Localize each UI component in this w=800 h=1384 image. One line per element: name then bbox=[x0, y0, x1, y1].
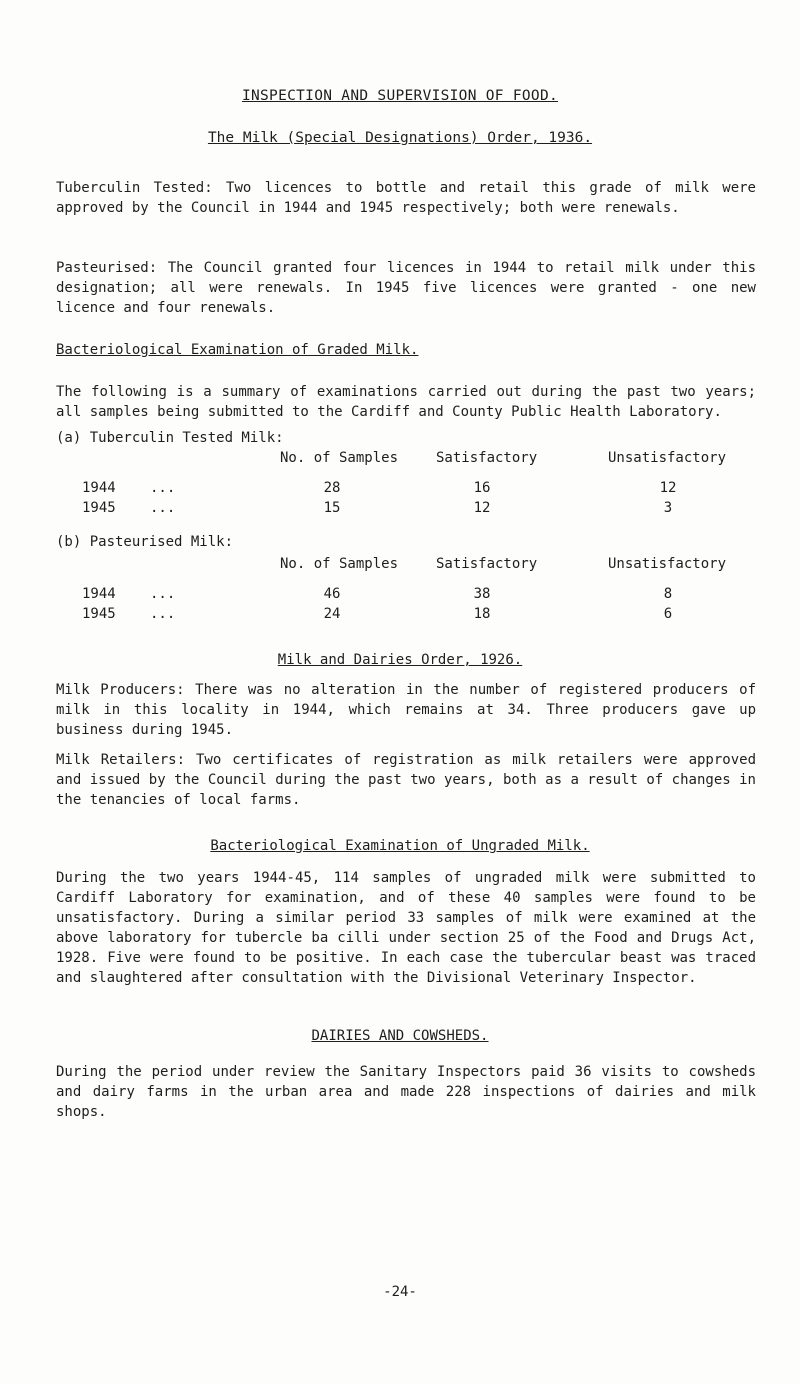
table-b-header-samples: No. of Samples bbox=[280, 556, 399, 572]
page-title-text: INSPECTION AND SUPERVISION OF FOOD. bbox=[241, 88, 559, 104]
dairies-cowsheds-heading bbox=[0, 1028, 800, 1044]
table-a-row-1-year: 1944 bbox=[82, 480, 116, 496]
cowsheds-paragraph: During the period under review the Sanitary Inspectors paid 36 visits to cowsheds and dairy farms in the urban area and made 228 inspections of dairies and milk shops. bbox=[56, 1064, 756, 1120]
table-a-row-1-dots: ... bbox=[150, 480, 176, 496]
table-b-row-1-unsatisfactory: 8 bbox=[663, 586, 673, 602]
pasteurised-paragraph: Pasteurised: The Council granted four licences in 1944 to retail milk under this designation; all were renewals. In 1945 five licences were granted - one new licence and four renewals. bbox=[56, 260, 756, 316]
order-subtitle-text: The Milk (Special Designations) Order, 1936. bbox=[207, 130, 593, 146]
table-a-header-samples: No. of Samples bbox=[280, 450, 399, 466]
table-a-row-2-satisfactory: 12 bbox=[473, 500, 491, 516]
table-b-header-unsatisfactory: Unsatisfactory bbox=[608, 556, 727, 572]
milk-retailers-paragraph: Milk Retailers: Two certificates of registration as milk retailers were approved and issued by the Council during the past two years, both as a result of changes in the tenancies of local farms. bbox=[56, 752, 756, 808]
table-a-row-1-unsatisfactory: 12 bbox=[659, 480, 677, 496]
table-b-row-1-satisfactory: 38 bbox=[473, 586, 491, 602]
dairies-cowsheds-heading-text: DAIRIES AND COWSHEDS. bbox=[311, 1028, 489, 1044]
table-b-row-2-dots: ... bbox=[150, 606, 176, 622]
table-b-row-2-year: 1945 bbox=[82, 606, 116, 622]
graded-milk-heading bbox=[56, 342, 418, 358]
table-row bbox=[56, 500, 796, 520]
dairies-order-heading bbox=[0, 652, 800, 668]
table-a-header-row bbox=[56, 450, 796, 470]
tuberculin-paragraph: Tuberculin Tested: Two licences to bottle and retail this grade of milk were approved by the Council in 1944 and 1945 respectively; both were renewals. bbox=[56, 180, 756, 216]
table-a-header-satisfactory: Satisfactory bbox=[436, 450, 538, 466]
ungraded-milk-heading bbox=[0, 838, 800, 854]
table-row bbox=[56, 586, 796, 606]
page-title bbox=[0, 88, 800, 104]
table-b-row-1-year: 1944 bbox=[82, 586, 116, 602]
table-a-row-2-unsatisfactory: 3 bbox=[663, 500, 673, 516]
ungraded-milk-paragraph: During the two years 1944-45, 114 samples of ungraded milk were submitted to Cardiff Laboratory for examination, and of these 40 samples were found to be unsatisfactory. During a similar period 33 samples of milk were examined at the above laboratory for tubercle ba cilli under section 25 of the Food and Drugs Act, 1928. Five were found to be positive. In each case the tubercular beast was traced and slaughtered after consultation with the Divisional Veterinary Inspector. bbox=[56, 870, 756, 986]
table-b-row-2-unsatisfactory: 6 bbox=[663, 606, 673, 622]
table-a-row-2-year: 1945 bbox=[82, 500, 116, 516]
table-b-header-satisfactory: Satisfactory bbox=[436, 556, 538, 572]
table-a-row-2-samples: 15 bbox=[323, 500, 341, 516]
table-row bbox=[56, 606, 796, 626]
table-a-row-1-samples: 28 bbox=[323, 480, 341, 496]
table-b-label: (b) Pasteurised Milk: bbox=[56, 534, 234, 550]
graded-milk-intro: The following is a summary of examinations carried out during the past two years; all samples being submitted to the Cardiff and County Public Health Laboratory. bbox=[56, 384, 756, 420]
table-b-row-2-samples: 24 bbox=[323, 606, 341, 622]
table-a-label: (a) Tuberculin Tested Milk: bbox=[56, 430, 284, 446]
milk-producers-paragraph: Milk Producers: There was no alteration in the number of registered producers of milk in this locality in 1944, which remains at 34. Three producers gave up business during 1945. bbox=[56, 682, 756, 738]
table-row bbox=[56, 480, 796, 500]
table-b-row-1-samples: 46 bbox=[323, 586, 341, 602]
table-a-row-1-satisfactory: 16 bbox=[473, 480, 491, 496]
ungraded-milk-heading-text: Bacteriological Examination of Ungraded Milk. bbox=[210, 838, 590, 854]
order-subtitle bbox=[0, 130, 800, 146]
graded-milk-heading-text: Bacteriological Examination of Graded Milk. bbox=[56, 342, 419, 358]
page-number: -24- bbox=[383, 1284, 417, 1300]
table-a-header-unsatisfactory: Unsatisfactory bbox=[608, 450, 727, 466]
dairies-order-heading-text: Milk and Dairies Order, 1926. bbox=[277, 652, 523, 668]
table-b-row-2-satisfactory: 18 bbox=[473, 606, 491, 622]
table-a-row-2-dots: ... bbox=[150, 500, 176, 516]
table-b-header-row bbox=[56, 556, 796, 576]
table-b-row-1-dots: ... bbox=[150, 586, 176, 602]
